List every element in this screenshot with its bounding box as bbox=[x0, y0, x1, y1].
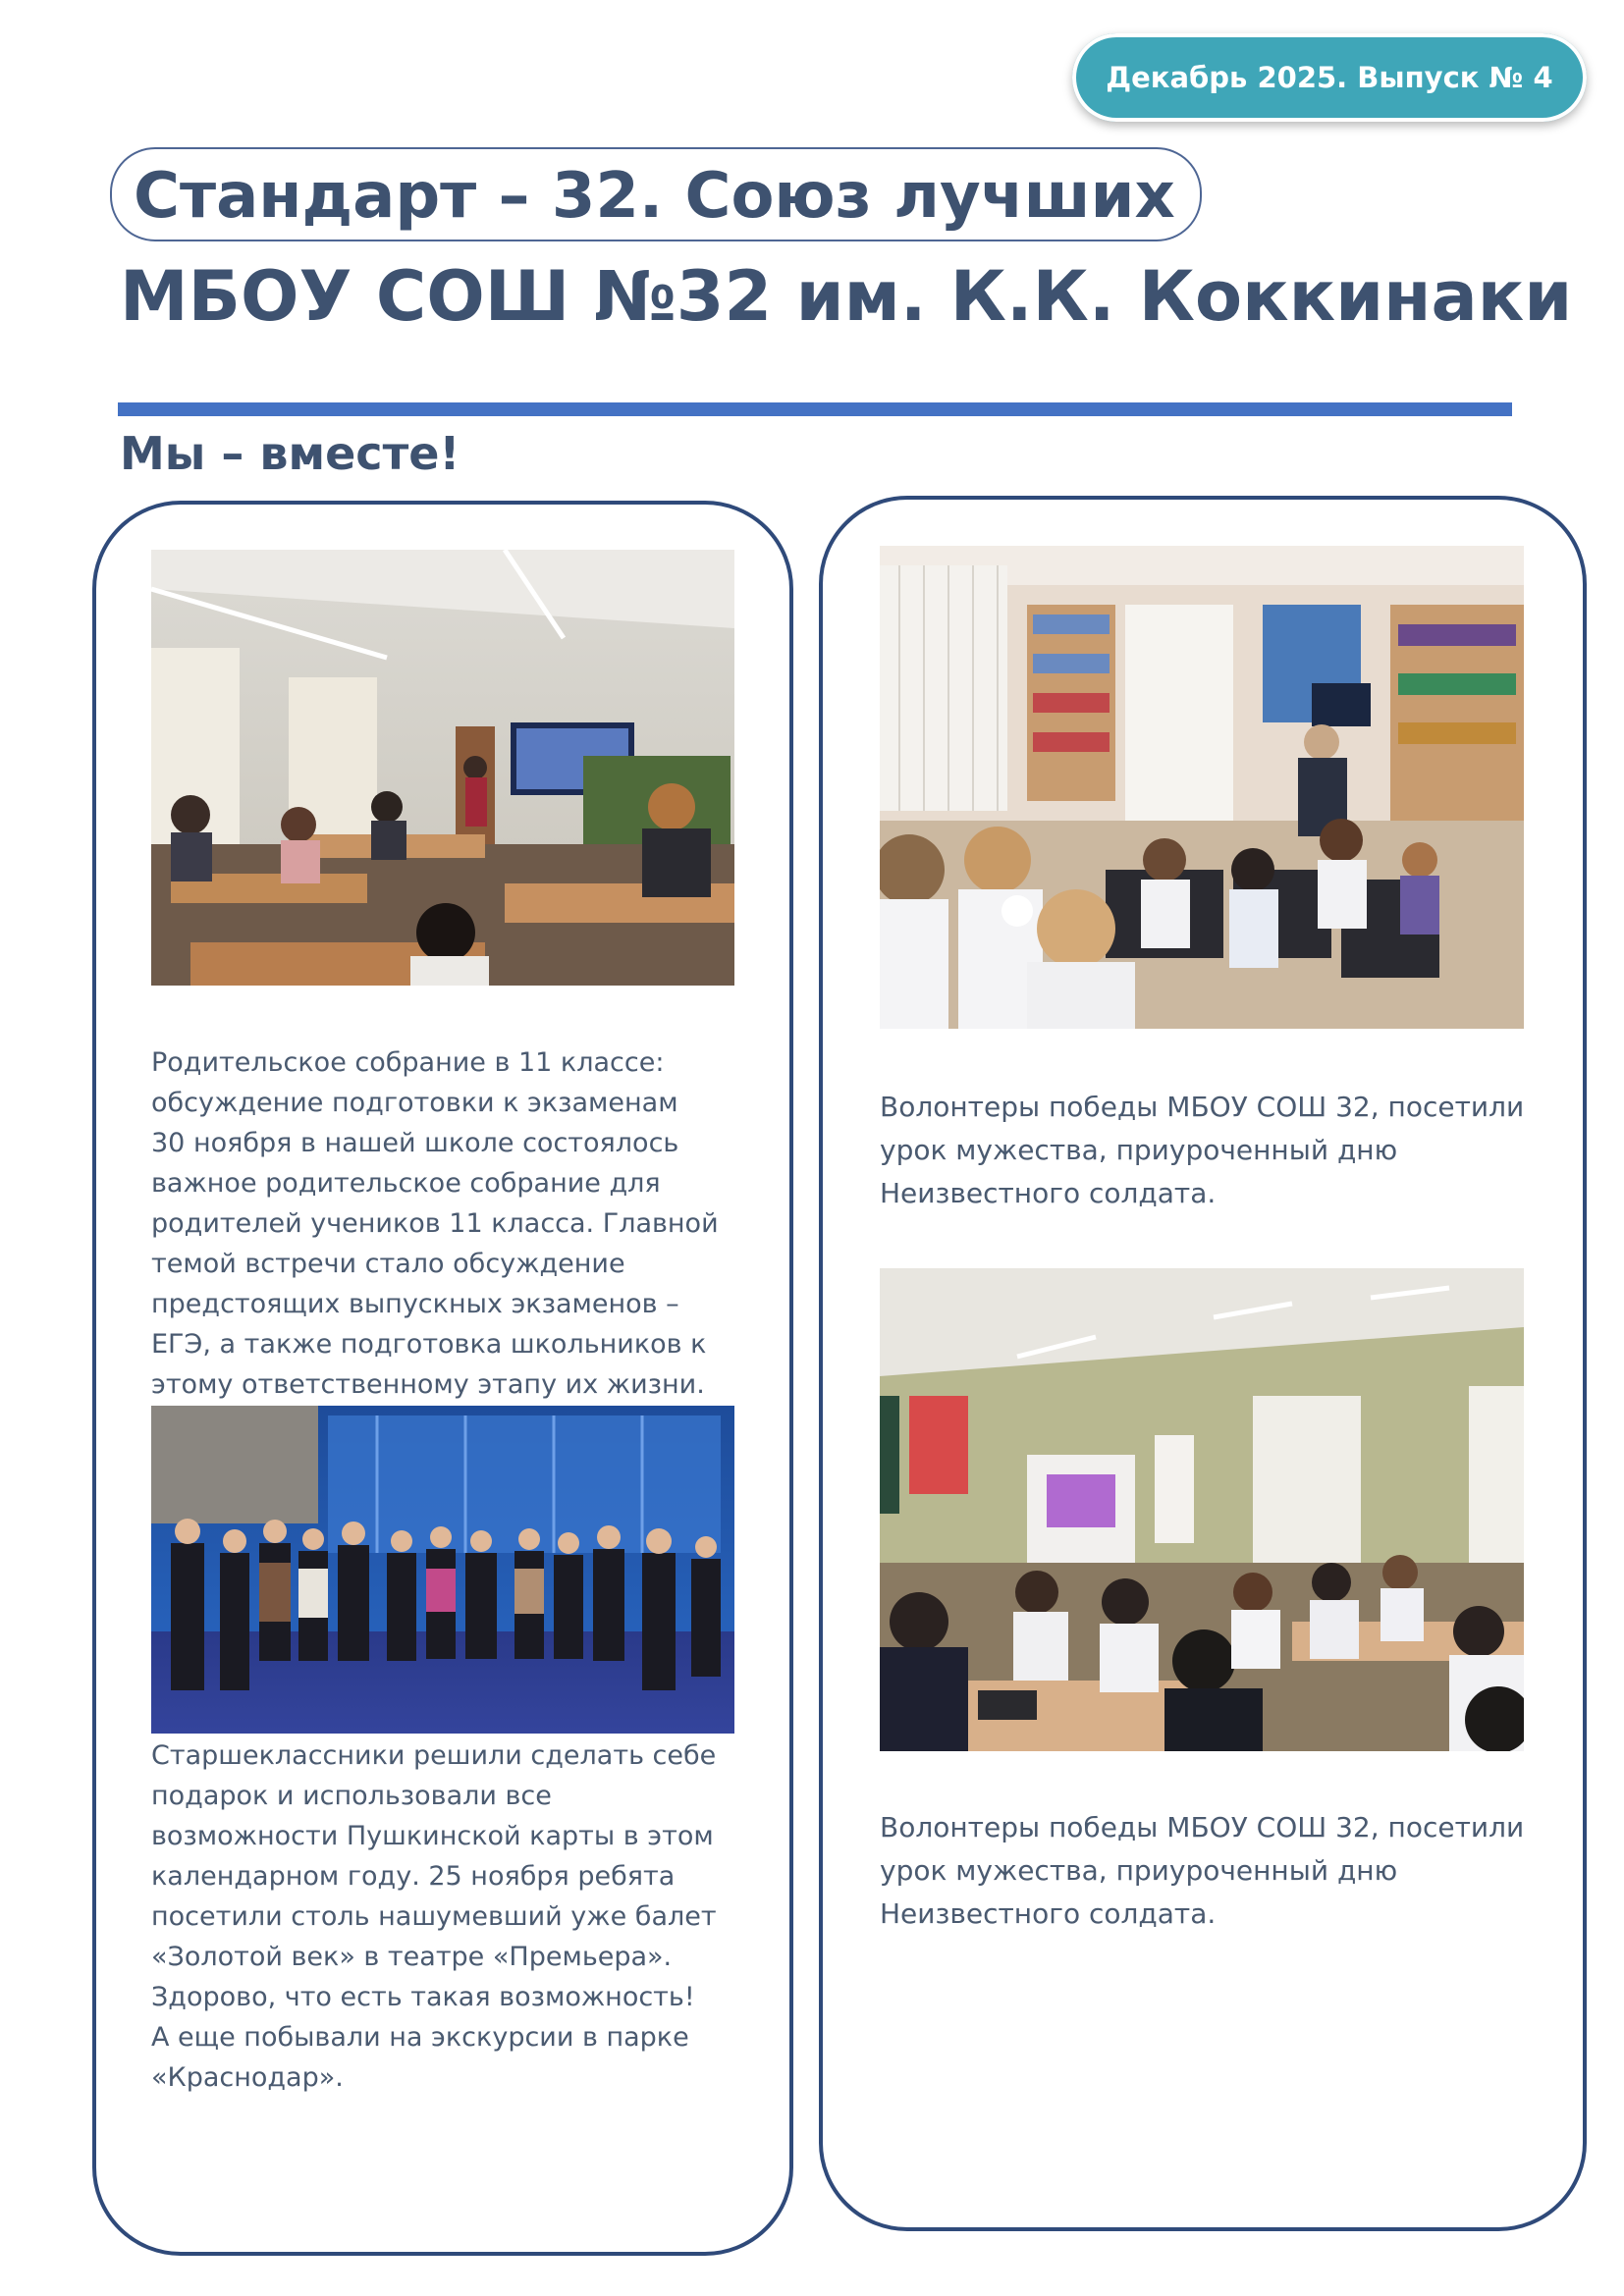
caption-line: Волонтеры победы МБОУ СОШ 32, посетили bbox=[880, 1811, 1525, 1843]
caption-line: Здорово, что есть такая возможность! bbox=[151, 1982, 695, 2012]
caption-line: Старшеклассники решили сделать себе bbox=[151, 1740, 717, 1771]
caption-line: темой встречи стало обсуждение bbox=[151, 1249, 625, 1279]
page-subtitle: МБОУ СОШ №32 им. К.К. Коккинаки bbox=[120, 256, 1573, 337]
issue-badge-label: Декабрь 2025. Выпуск № 4 bbox=[1106, 61, 1553, 94]
caption-line: Родительское собрание в 11 классе: bbox=[151, 1047, 665, 1078]
photo-library-lesson bbox=[880, 546, 1524, 1029]
photo-parent-meeting bbox=[151, 550, 734, 986]
caption-line: важное родительское собрание для bbox=[151, 1168, 661, 1199]
caption-line: 30 ноября в нашей школе состоялось bbox=[151, 1128, 679, 1158]
photo-courage-lesson bbox=[880, 1268, 1524, 1751]
caption-line: посетили столь нашумевший уже балет bbox=[151, 1901, 717, 1932]
caption-line: ЕГЭ, а также подготовка школьников к bbox=[151, 1329, 707, 1360]
caption-line: Неизвестного солдата. bbox=[880, 1897, 1217, 1930]
caption-line: календарном году. 25 ноября ребята bbox=[151, 1861, 676, 1892]
photo-theatre-group bbox=[151, 1406, 734, 1734]
article-volunteers-1 bbox=[880, 1086, 1547, 1215]
caption-line: предстоящих выпускных экзаменов – bbox=[151, 1289, 679, 1319]
issue-badge bbox=[1072, 33, 1587, 122]
caption-line: Неизвестного солдата. bbox=[880, 1177, 1217, 1209]
page-title: Стандарт – 32. Союз лучших bbox=[134, 160, 1175, 233]
caption-line: возможности Пушкинской карты в этом bbox=[151, 1821, 714, 1851]
caption-line: родителей учеников 11 класса. Главной bbox=[151, 1208, 719, 1239]
header-divider bbox=[118, 402, 1512, 416]
article-volunteers-2 bbox=[880, 1806, 1547, 1936]
section-title: Мы – вместе! bbox=[120, 427, 460, 480]
caption-line: урок мужества, приуроченный дню bbox=[880, 1854, 1398, 1887]
article-parent-meeting bbox=[151, 1042, 731, 1405]
caption-line: урок мужества, приуроченный дню bbox=[880, 1134, 1398, 1166]
caption-line: Волонтеры победы МБОУ СОШ 32, посетили bbox=[880, 1091, 1525, 1123]
caption-line: подарок и использовали все bbox=[151, 1781, 552, 1811]
caption-line: обсуждение подготовки к экзаменам bbox=[151, 1088, 678, 1118]
caption-line: «Золотой век» в театре «Премьера». bbox=[151, 1942, 673, 1972]
article-theatre-visit bbox=[151, 1735, 731, 2098]
caption-line: «Краснодар». bbox=[151, 2062, 344, 2093]
caption-line: А еще побывали на экскурсии в парке bbox=[151, 2022, 689, 2053]
caption-line: этому ответственному этапу их жизни. bbox=[151, 1369, 705, 1400]
